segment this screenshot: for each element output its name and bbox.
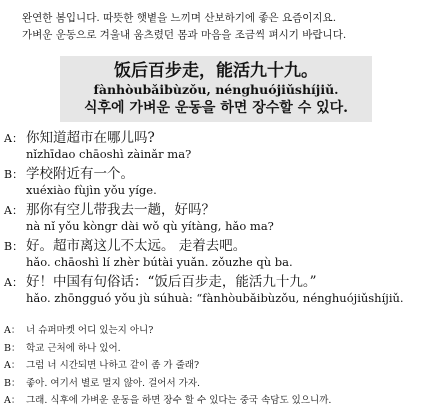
proverb-box	[60, 56, 372, 122]
dialogue-hanzi: 好！中国有句俗话：“饭后百步走，能活九十九。”	[26, 274, 317, 290]
dialogue-pinyin: nǐzhīdao chāoshì zàinǎr ma?	[26, 147, 192, 161]
korean-text: 너 슈퍼마켓 어디 있는지 아니?	[26, 325, 154, 336]
proverb-hanzi: 饭后百步走，能活九十九。	[114, 61, 318, 81]
intro-paragraph	[22, 10, 422, 44]
dialogue-line	[4, 202, 428, 233]
dialogue-hanzi: 好。超市离这儿不太远。 走着去吧。	[26, 238, 247, 254]
dialogue-line	[4, 238, 428, 269]
korean-line	[4, 392, 428, 410]
speaker-label: A：	[4, 325, 21, 336]
korean-text: 그럼 너 시간되면 나하고 같이 좀 가 줄래?	[26, 360, 200, 371]
korean-dialogue	[4, 322, 428, 410]
dialogue-hanzi: 你知道超市在哪儿吗?	[26, 130, 155, 146]
dialogue-pinyin: xuéxiào fùjìn yǒu yíge.	[26, 183, 157, 197]
dialogue-pinyin: hǎo. zhōngguó yǒu jù súhuà: “fànhòubǎibùzǒu, nénghuójiǔshíjiǔ.	[26, 291, 404, 305]
speaker-label: B：	[4, 240, 24, 253]
dialogue-pinyin: nà nǐ yǒu kòngr dài wǒ qù yítàng, hǎo ma?	[26, 219, 274, 233]
dialogue-line	[4, 130, 428, 161]
intro-line: 가벼운 운동으로 겨울내 움츠렸던 몸과 마음을 조금씩 펴시기 바랍니다.	[22, 29, 347, 41]
korean-line	[4, 375, 428, 393]
dialogue-pinyin: hǎo. chāoshì lí zhèr bútài yuǎn. zǒuzhe qù ba.	[26, 255, 293, 269]
speaker-label: A：	[4, 395, 21, 406]
speaker-label: A：	[4, 276, 23, 289]
speaker-label: A：	[4, 132, 23, 145]
speaker-label: A：	[4, 204, 23, 217]
proverb-pinyin: fànhòubǎibùzǒu, nénghuójiǔshíjiǔ.	[93, 82, 339, 97]
chinese-dialogue	[4, 130, 428, 310]
korean-text: 학교 근처에 하나 있어.	[26, 342, 121, 354]
proverb-korean: 식후에 가벼운 운동을 하면 장수할 수 있다.	[83, 100, 349, 116]
speaker-label: B：	[4, 168, 24, 181]
korean-line	[4, 340, 428, 358]
korean-text: 그래. 식후에 가벼운 운동을 하면 장수 할 수 있다는 중국 속담도 있으니까.	[26, 395, 332, 406]
korean-text: 좋아. 여기서 별로 멀지 않아. 걸어서 가자.	[26, 377, 201, 389]
korean-line	[4, 357, 428, 375]
speaker-label: B：	[4, 342, 21, 354]
dialogue-hanzi: 那你有空儿带我去一趟，好吗？	[26, 202, 215, 218]
dialogue-line	[4, 166, 428, 197]
intro-line: 완연한 봄입니다. 따뜻한 햇볕을 느끼며 산보하기에 좋은 요즘이지요.	[22, 12, 337, 24]
dialogue-line	[4, 274, 428, 305]
korean-line	[4, 322, 428, 340]
speaker-label: B：	[4, 377, 21, 389]
dialogue-hanzi: 学校附近有一个。	[26, 166, 134, 182]
speaker-label: A：	[4, 360, 21, 371]
